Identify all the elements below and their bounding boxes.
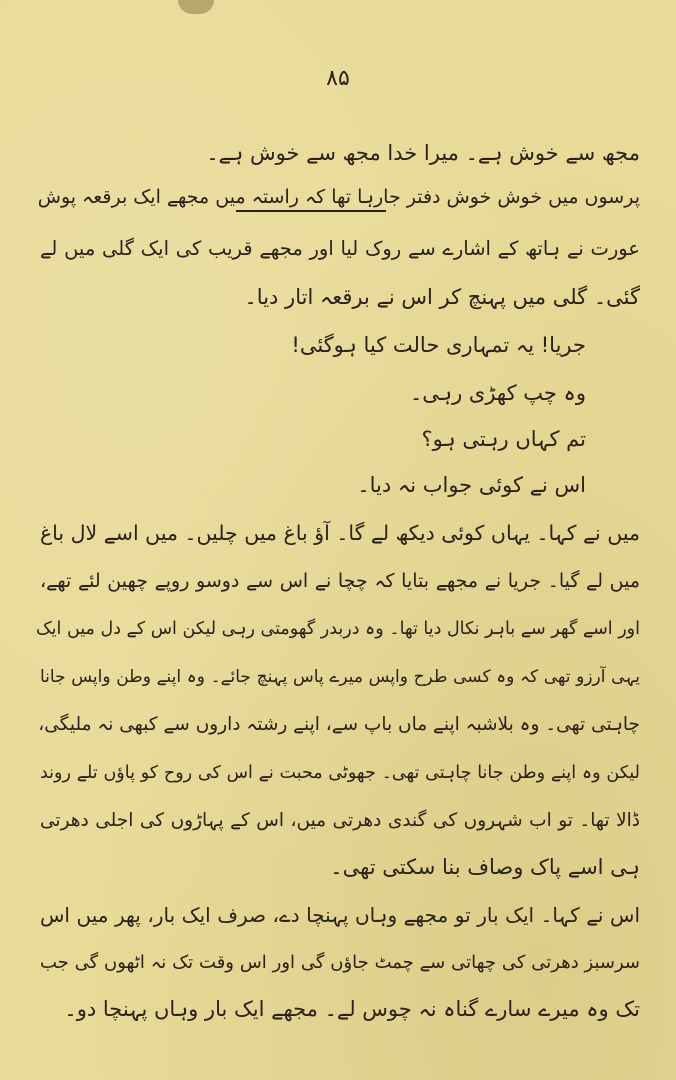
paper-stain [178,0,214,14]
text-line-8: اس نے کوئی جواب نہ دیا۔ [357,473,586,497]
text-line-7: تم کہاں رہتی ہو؟ [421,427,586,451]
text-line-6: وہ چپ کھڑی رہی۔ [409,381,586,405]
page-number: ۸۵ [326,66,350,91]
text-line-12: یہی آرزو تھی کہ وہ کسی طرح واپس میرے پاس پہنچ جائے۔ وہ اپنے وطن واپس جانا [40,667,640,687]
text-line-3: عورت نے ہاتھ کے اشارے سے روک لیا اور مجھے قریب کی ایک گلی میں لے [40,237,640,260]
text-line-2 [37,182,640,212]
underline-mark [236,210,386,212]
text-line-13: چاہتی تھی۔ وہ بلاشبہ اپنے ماں باپ سے، اپنے رشتہ داروں سے کبھی نہ ملیگی، [38,714,640,735]
text-line-5: جریا! یہ تمہاری حالت کیا ہوگئی! [291,333,586,357]
text-line-19: تک وہ میرے سارے گناہ نہ چوس لے۔ مجھے ایک بار وہاں پہنچا دو۔ [64,997,640,1021]
text-line-14: لیکن وہ اپنے وطن جانا چاہتی تھی۔ جھوٹی محبت نے اس کی روح کو پاؤں تلے روند [40,763,640,783]
text-line-15: ڈالا تھا۔ تو اب شہروں کی گندی دھرتی میں، اس کے پہاڑوں کی اجلی دھرتی [40,810,640,831]
text-line-17: اس نے کہا۔ ایک بار تو مجھے وہاں پہنچا دے، صرف ایک بار، پھر میں اس [40,903,640,927]
text-line-4: گئی۔ گلی میں پہنچ کر اس نے برقعہ اتار دیا۔ [244,285,640,309]
text-line-1: مجھ سے خوش ہے۔ میرا خدا مجھ سے خوش ہے۔ [206,141,640,165]
text-line-16: ہی اسے پاک وصاف بنا سکتی تھی۔ [330,855,640,879]
text-line-11: اور اسے گھر سے باہر نکال دیا تھا۔ وہ دربدر گھومتی رہی لیکن اس کے دل میں ایک [35,619,640,639]
text-line-18: سرسبز دھرتی کی چھاتی سے چمٹ جاؤں گی اور اس وقت تک نہ اٹھوں گی جب [40,952,640,973]
underlined-phrase-line: پرسوں میں خوش خوش دفتر جارہا تھا کہ راستہ میں مجھے ایک برقعہ پوش [37,186,640,208]
text-line-9: میں نے کہا۔ یہاں کوئی دیکھ لے گا۔ آؤ باغ میں چلیں۔ میں اسے لال باغ [39,521,640,545]
text-line-10: میں لے گیا۔ جریا نے مجھے بتایا کہ چچا نے اس سے دوسو روپے چھین لئے تھے، [40,570,640,592]
